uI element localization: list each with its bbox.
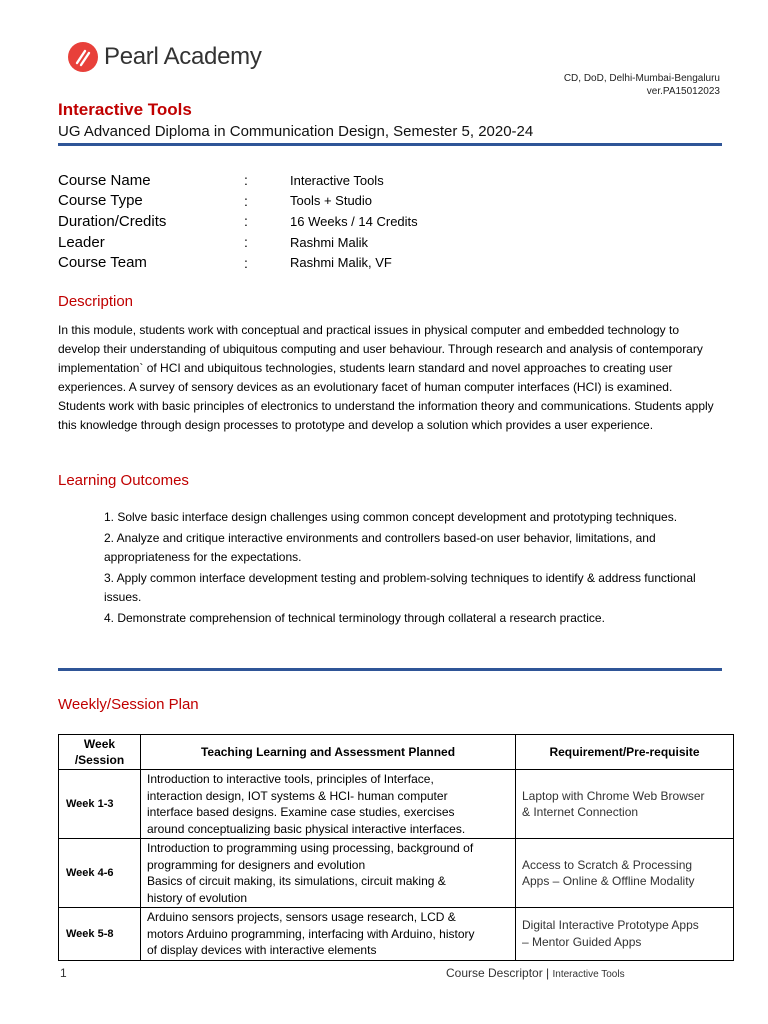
requirement-line: Laptop with Chrome Web Browser xyxy=(522,788,705,803)
info-row xyxy=(58,232,658,253)
footer-label xyxy=(446,966,625,980)
teaching-cell xyxy=(141,839,516,908)
info-row xyxy=(58,170,658,191)
description-heading: Description xyxy=(58,293,134,310)
footer-descriptor: Course Descriptor | xyxy=(446,966,550,980)
teaching-line: Introduction to interactive tools, principles of Interface, xyxy=(147,772,434,786)
info-row xyxy=(58,211,658,232)
info-separator: : xyxy=(244,172,248,189)
info-separator: : xyxy=(244,192,248,209)
requirement-line: & Internet Connection xyxy=(522,805,639,819)
description-text: In this module, students work with conceptual and practical issues in physical computer and embedded technology to develop their understanding of ubiquitous computing and user behaviour. Through research and analysis of contemporary implementation` of HCI and ubiquitous technologies, students learn standard and novel approaches to creating user experiences. A survey of sensory devices as an evolutionary facet of human computer interfaces (HCI) is examined. Students work with basic principles of electronics to understand the information theory and communications. Students apply this knowledge through design processes to prototype and develop a solution which provides a user experience. xyxy=(58,323,714,432)
teaching-line: Basics of circuit making, its simulations, circuit making & xyxy=(147,874,446,888)
column-header-teaching: Teaching Learning and Assessment Planned xyxy=(141,735,516,770)
table-row xyxy=(59,770,734,839)
info-row xyxy=(58,191,658,212)
info-value: Rashmi Malik, VF xyxy=(290,255,392,271)
requirement-cell xyxy=(516,908,734,961)
teaching-line: Arduino sensors projects, sensors usage research, LCD & xyxy=(147,910,456,924)
outcome-item: 1. Solve basic interface design challenges using common concept development and prototyping techniques. xyxy=(104,510,678,524)
requirement-cell xyxy=(516,839,734,908)
info-separator: : xyxy=(244,213,248,230)
plan-heading: Weekly/Session Plan xyxy=(58,696,199,713)
info-value: Rashmi Malik xyxy=(290,234,369,250)
info-label: Course Name xyxy=(58,171,151,189)
teaching-line: programming for designers and evolution xyxy=(147,857,366,872)
teaching-cell xyxy=(141,770,516,839)
info-value: Interactive Tools xyxy=(290,172,384,188)
teaching-line: history of evolution xyxy=(147,890,248,905)
info-row xyxy=(58,252,658,273)
outcomes-heading: Learning Outcomes xyxy=(58,472,189,489)
document-title: Interactive Tools xyxy=(58,100,192,119)
teaching-line: of display devices with interactive elements xyxy=(147,943,377,957)
info-label: Course Type xyxy=(58,192,143,210)
requirement-line: – Mentor Guided Apps xyxy=(522,934,642,949)
info-separator: : xyxy=(244,234,248,251)
brand-name: Pearl Academy xyxy=(104,43,262,70)
requirement-line: Apps – Online & Offline Modality xyxy=(522,874,695,888)
requirement-line: Access to Scratch & Processing xyxy=(522,857,693,872)
outcomes-list xyxy=(104,508,724,630)
column-header-requirement: Requirement/Pre-requisite xyxy=(516,735,734,770)
column-header-week: Week /Session xyxy=(59,735,141,770)
week-cell: Week 1-3 xyxy=(59,770,141,839)
teaching-line: interaction design, IOT systems & HCI- human computer xyxy=(147,788,448,803)
info-value: Tools + Studio xyxy=(290,193,373,209)
outcome-item: 4. Demonstrate comprehension of technical terminology through collateral a research practice. xyxy=(104,611,605,626)
document-subtitle: UG Advanced Diploma in Communication Design, Semester 5, 2020-24 xyxy=(58,123,534,140)
table-row xyxy=(59,839,734,908)
teaching-cell xyxy=(141,908,516,961)
teaching-line: motors Arduino programming, interfacing with Arduino, history xyxy=(147,926,475,941)
footer-course: Interactive Tools xyxy=(552,969,625,980)
week-cell: Week 4-6 xyxy=(59,839,141,908)
pearl-logo-icon xyxy=(68,42,98,72)
table-header-row xyxy=(59,735,734,770)
reference-version: ver.PA15012023 xyxy=(646,86,720,97)
info-label: Duration/Credits xyxy=(58,212,167,230)
title-divider xyxy=(58,143,722,146)
info-label: Leader xyxy=(58,233,105,251)
teaching-line: interface based designs. Examine case studies, exercises xyxy=(147,805,455,819)
info-separator: : xyxy=(244,254,248,271)
teaching-line: Introduction to programming using processing, background of xyxy=(147,841,474,855)
table-row xyxy=(59,908,734,961)
requirement-cell xyxy=(516,770,734,839)
section-divider xyxy=(58,668,722,671)
teaching-line: around conceptualizing basic physical interactive interfaces. xyxy=(147,821,466,836)
pearl-academy-logo xyxy=(68,42,262,72)
week-cell: Week 5-8 xyxy=(59,908,141,961)
page-number: 1 xyxy=(60,966,67,980)
outcome-item: 3. Apply common interface development testing and problem-solving techniques to identify & address functional issues. xyxy=(104,571,696,604)
course-info xyxy=(58,170,658,273)
outcome-item: 2. Analyze and critique interactive environments and controllers based-on user behavior, limitations, and appropriateness for the expectations. xyxy=(104,531,656,564)
requirement-line: Digital Interactive Prototype Apps xyxy=(522,918,699,933)
document-reference xyxy=(564,72,720,98)
info-label: Course Team xyxy=(58,254,147,272)
reference-location: CD, DoD, Delhi-Mumbai-Bengaluru xyxy=(563,73,720,84)
info-value: 16 Weeks / 14 Credits xyxy=(290,213,418,229)
session-plan-table xyxy=(58,734,734,961)
